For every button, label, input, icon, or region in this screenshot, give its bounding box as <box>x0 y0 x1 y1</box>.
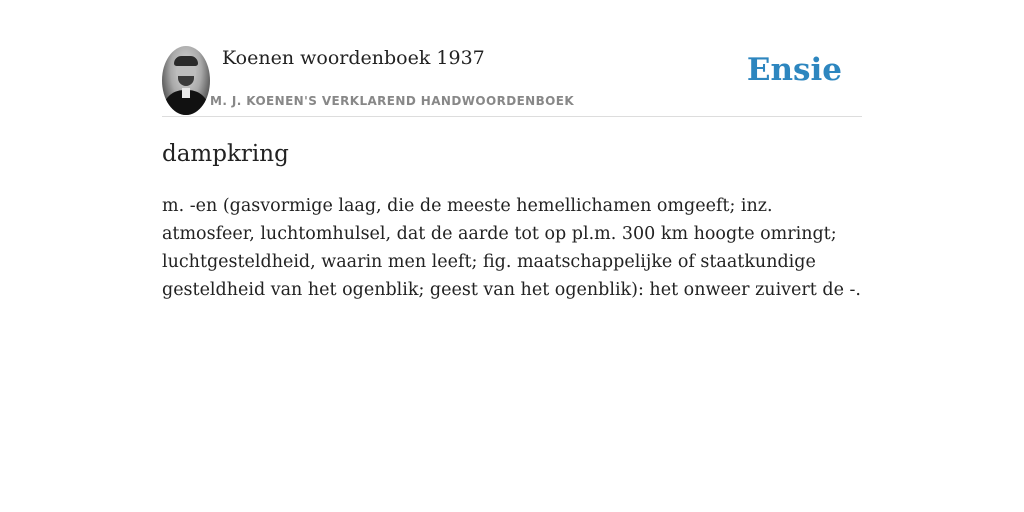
dictionary-title[interactable]: Koenen woordenboek 1937 <box>222 47 485 69</box>
portrait-beard <box>178 76 194 86</box>
dictionary-subtitle: M. J. KOENEN'S VERKLAREND HANDWOORDENBOEK <box>210 94 575 108</box>
ensie-logo-link[interactable]: Ensie <box>746 52 842 88</box>
portrait-collar <box>182 88 190 98</box>
entry-definition: m. -en (gasvormige laag, die de meeste hemellichamen omgeeft; inz. atmosfeer, luchtomhulsel, dat de aarde tot op pl.m. 300 km hoogte omringt; luchtgesteldheid, waarin men leeft; fig. maatschappelijke of staatkundige gesteldheid van het ogenblik; geest van het ogenblik): het onweer zuivert de -. <box>162 196 861 300</box>
dictionary-header <box>162 46 862 117</box>
entry-headword: dampkring <box>162 141 289 167</box>
author-portrait-icon[interactable] <box>162 46 210 115</box>
portrait-hair <box>174 56 198 66</box>
